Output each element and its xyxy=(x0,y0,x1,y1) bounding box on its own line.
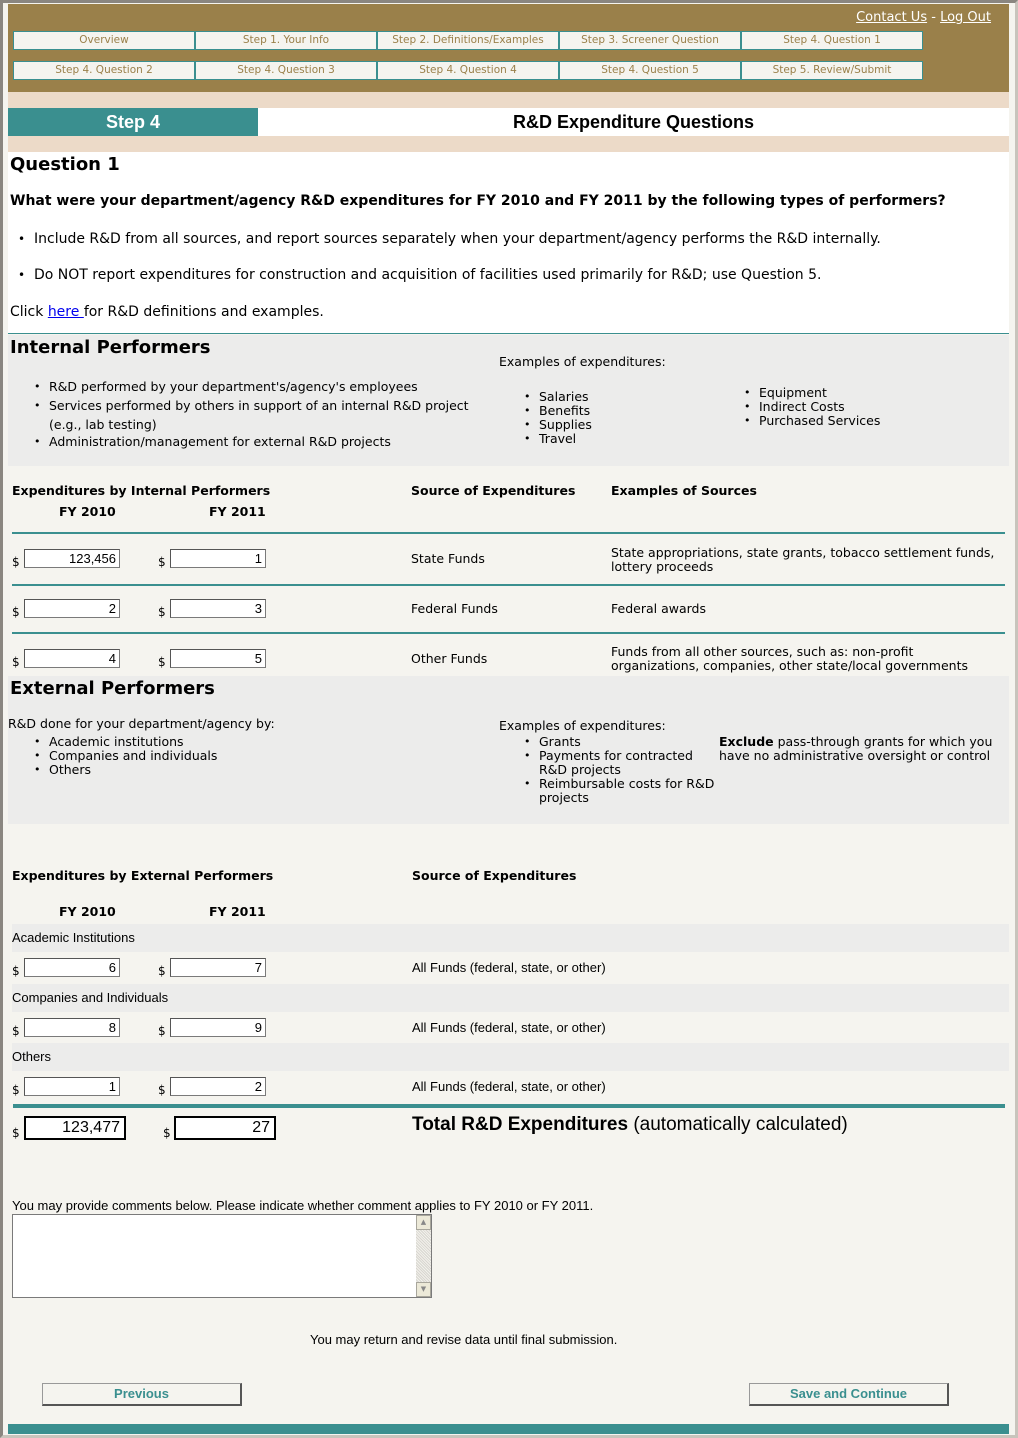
examples-list-2 xyxy=(759,386,880,428)
exclude-bold: Exclude xyxy=(719,734,774,749)
fy2011-header: FY 2011 xyxy=(209,504,266,519)
examples-label: Examples of expenditures: xyxy=(499,354,666,369)
external-performers-heading: External Performers xyxy=(10,678,215,699)
nav-step1-your-info[interactable]: Step 1. Your Info xyxy=(195,31,377,50)
source-label: State Funds xyxy=(411,551,485,566)
external-others-fy2010-input[interactable]: 1 xyxy=(24,1077,120,1096)
contact-us-link[interactable]: Contact Us xyxy=(856,10,928,25)
source-label: Federal Funds xyxy=(411,601,498,616)
list-item: • Benefits xyxy=(539,404,592,418)
nav-step4-question5[interactable]: Step 4. Question 5 xyxy=(559,61,741,80)
external-academic-fy2011-input[interactable]: 7 xyxy=(170,958,266,977)
top-nav-bar xyxy=(8,4,1009,92)
page xyxy=(8,4,1009,1434)
list-item: • Payments for contracted xyxy=(539,749,693,763)
internal-federal-fy2011-input[interactable]: 3 xyxy=(170,599,266,618)
external-performer-list xyxy=(49,735,217,777)
list-item-continuation: R&D projects xyxy=(539,762,621,777)
row-label-band xyxy=(12,1043,1009,1071)
question-text: What were your department/agency R&D expenditures for FY 2010 and FY 2011 by the following types of performers? xyxy=(10,193,946,209)
link-separator: - xyxy=(931,10,936,25)
internal-other-fy2011-input[interactable]: 5 xyxy=(170,649,266,668)
list-item-continuation: (e.g., lab testing) xyxy=(49,417,157,432)
external-performers-info xyxy=(8,676,1009,824)
internal-performers-heading: Internal Performers xyxy=(10,337,211,358)
list-item: • Supplies xyxy=(539,418,592,432)
external-examples-list xyxy=(539,735,693,763)
total-label-note: (automatically calculated) xyxy=(628,1114,848,1135)
currency-symbol: $ xyxy=(12,1083,20,1097)
click-suffix: for R&D definitions and examples. xyxy=(83,304,324,320)
external-others-fy2011-input[interactable]: 2 xyxy=(170,1077,266,1096)
page-title: R&D Expenditure Questions xyxy=(258,108,1009,136)
external-intro: R&D done for your department/agency by: xyxy=(8,716,275,731)
internal-performer-list-2 xyxy=(49,435,391,449)
nav-step4-question1[interactable]: Step 4. Question 1 xyxy=(741,31,923,50)
row-label-band xyxy=(12,924,1009,952)
question-title: Question 1 xyxy=(10,154,120,175)
row-label: Companies and Individuals xyxy=(12,990,169,1005)
source-label: Other Funds xyxy=(411,651,488,666)
step-tab: Step 4 xyxy=(8,108,258,136)
fy2010-header: FY 2010 xyxy=(59,904,116,919)
instruction-bullet: • Include R&D from all sources, and report sources separately when your department/agency performs the R&D internally. xyxy=(34,231,881,247)
list-item: • Services performed by others in support of an internal R&D project xyxy=(49,399,469,413)
list-item: • Travel xyxy=(539,432,592,446)
external-academic-fy2010-input[interactable]: 6 xyxy=(24,958,120,977)
nav-step4-question2[interactable]: Step 4. Question 2 xyxy=(13,61,195,80)
list-item: • Equipment xyxy=(759,386,880,400)
header-band xyxy=(8,92,1009,108)
source-label: All Funds (federal, state, or other) xyxy=(412,1079,606,1094)
source-examples: Federal awards xyxy=(611,601,706,616)
comments-label: You may provide comments below. Please indicate whether comment applies to FY 2010 or FY 2011. xyxy=(12,1198,594,1213)
list-item: • Grants xyxy=(539,735,693,749)
examples-list-1 xyxy=(539,390,592,446)
total-label xyxy=(412,1114,848,1136)
external-companies-fy2010-input[interactable]: 8 xyxy=(24,1018,120,1037)
nav-step4-question4[interactable]: Step 4. Question 4 xyxy=(377,61,559,80)
comments-textarea[interactable] xyxy=(12,1214,432,1298)
currency-symbol: $ xyxy=(158,555,166,569)
exclude-text: pass-through grants for which you xyxy=(773,734,993,749)
list-item: • Purchased Services xyxy=(759,414,880,428)
currency-symbol: $ xyxy=(158,964,166,978)
examples-of-sources-header: Examples of Sources xyxy=(611,483,757,498)
scroll-down-icon[interactable]: ▼ xyxy=(416,1282,431,1297)
nav-step3-screener[interactable]: Step 3. Screener Question xyxy=(559,31,741,50)
external-table-header: Expenditures by External Performers xyxy=(12,868,274,883)
list-item: • Administration/management for external R&D projects xyxy=(49,435,391,449)
exclude-note xyxy=(719,735,992,749)
internal-performers-info xyxy=(8,335,1009,466)
click-prefix: Click xyxy=(10,304,48,320)
list-item: • Reimbursable costs for R&D xyxy=(539,777,714,791)
nav-step5-review-submit[interactable]: Step 5. Review/Submit xyxy=(741,61,923,80)
internal-state-fy2011-input[interactable]: 1 xyxy=(170,549,266,568)
internal-federal-fy2010-input[interactable]: 2 xyxy=(24,599,120,618)
revise-note: You may return and revise data until final submission. xyxy=(310,1332,618,1347)
title-band xyxy=(8,136,1009,152)
instruction-bullet: • Do NOT report expenditures for construction and acquisition of facilities used primarily for R&D; use Question 5. xyxy=(34,267,822,283)
currency-symbol: $ xyxy=(158,655,166,669)
currency-symbol: $ xyxy=(12,1024,20,1038)
scroll-up-icon[interactable]: ▲ xyxy=(416,1215,431,1230)
source-examples: State appropriations, state grants, tobacco settlement funds, xyxy=(611,545,995,560)
list-item: • Indirect Costs xyxy=(759,400,880,414)
exclude-note-cont: have no administrative oversight or control xyxy=(719,748,991,763)
source-examples-cont: organizations, companies, other state/local governments xyxy=(611,658,968,673)
internal-other-fy2010-input[interactable]: 4 xyxy=(24,649,120,668)
row-label: Academic Institutions xyxy=(12,930,135,945)
nav-overview[interactable]: Overview xyxy=(13,31,195,50)
currency-symbol: $ xyxy=(158,1083,166,1097)
fy2010-header: FY 2010 xyxy=(59,504,116,519)
save-and-continue-button[interactable]: Save and Continue xyxy=(749,1383,949,1406)
list-item: • Salaries xyxy=(539,390,592,404)
list-item-continuation: projects xyxy=(539,790,589,805)
source-examples-cont: lottery proceeds xyxy=(611,559,714,574)
fy2011-header: FY 2011 xyxy=(209,904,266,919)
source-label: All Funds (federal, state, or other) xyxy=(412,1020,606,1035)
currency-symbol: $ xyxy=(12,655,20,669)
list-item: • R&D performed by your department's/agency's employees xyxy=(49,380,469,394)
source-header: Source of Expenditures xyxy=(411,483,576,498)
previous-button[interactable]: Previous xyxy=(42,1383,242,1406)
currency-symbol: $ xyxy=(12,964,20,978)
internal-table-header: Expenditures by Internal Performers xyxy=(12,483,271,498)
source-header: Source of Expenditures xyxy=(412,868,577,883)
source-label: All Funds (federal, state, or other) xyxy=(412,960,606,975)
list-item: • Companies and individuals xyxy=(49,749,217,763)
row-label: Others xyxy=(12,1049,52,1064)
currency-symbol: $ xyxy=(158,605,166,619)
examples-label: Examples of expenditures: xyxy=(499,718,666,733)
external-examples-list-2 xyxy=(539,777,714,791)
log-out-link[interactable]: Log Out xyxy=(940,10,991,25)
source-examples: Funds from all other sources, such as: non-profit xyxy=(611,644,914,659)
currency-symbol: $ xyxy=(12,605,20,619)
nav-step4-question3[interactable]: Step 4. Question 3 xyxy=(195,61,377,80)
footer-bar xyxy=(8,1424,1009,1434)
internal-state-fy2010-input[interactable]: 123,456 xyxy=(24,549,120,568)
definitions-line xyxy=(10,304,324,320)
total-fy2010-output: 123,477 xyxy=(24,1116,126,1140)
divider xyxy=(12,632,1005,634)
totals-divider xyxy=(13,1104,1005,1108)
top-links xyxy=(856,10,991,25)
currency-symbol: $ xyxy=(158,1024,166,1038)
external-companies-fy2011-input[interactable]: 9 xyxy=(170,1018,266,1037)
list-item: • Others xyxy=(49,763,217,777)
comments-scrollbar[interactable] xyxy=(416,1215,431,1297)
nav-step2-definitions[interactable]: Step 2. Definitions/Examples xyxy=(377,31,559,50)
list-item: • Academic institutions xyxy=(49,735,217,749)
internal-performer-list xyxy=(49,380,469,413)
divider xyxy=(12,532,1005,534)
question-block xyxy=(8,152,1009,334)
divider xyxy=(12,584,1005,586)
currency-symbol: $ xyxy=(12,1126,20,1140)
total-label-bold: Total R&D Expenditures xyxy=(412,1114,629,1135)
currency-symbol: $ xyxy=(12,555,20,569)
total-fy2011-output: 27 xyxy=(174,1116,276,1140)
here-link[interactable]: here xyxy=(47,304,84,320)
currency-symbol: $ xyxy=(163,1126,171,1140)
